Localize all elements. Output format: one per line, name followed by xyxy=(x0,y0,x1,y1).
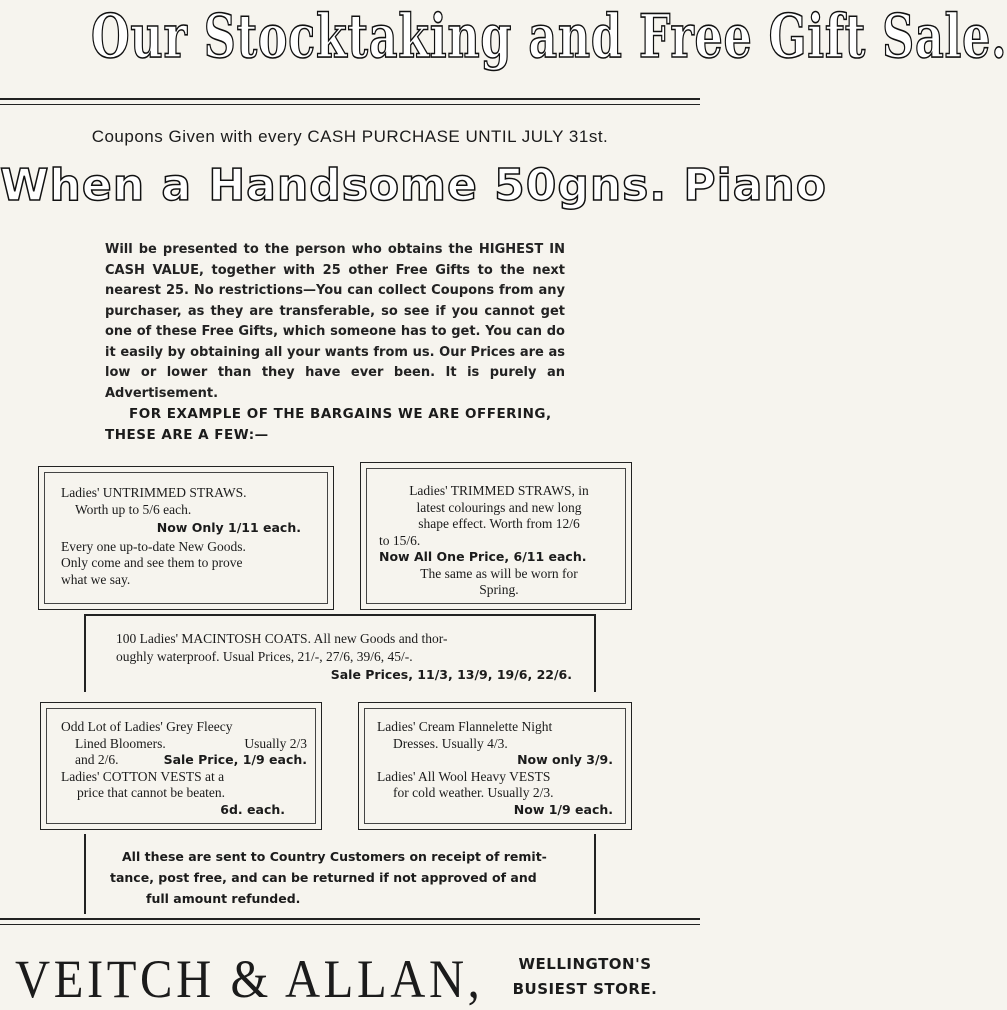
bloomers-line2a: Lined Bloomers. xyxy=(75,735,166,751)
bloomers-line1: Odd Lot of Ladies' Grey Fleecy xyxy=(61,719,233,734)
country-notice xyxy=(110,846,580,909)
trimmed-line2: latest colourings and new long xyxy=(416,499,582,515)
bloomers-price: Sale Price, 1/9 each. xyxy=(163,752,307,767)
notice-line3: full amount refunded. xyxy=(146,891,301,906)
notice-line1: All these are sent to Country Customers on receipt of remit- xyxy=(122,849,547,864)
bloomers-line3 xyxy=(61,752,307,769)
macintosh-left-rule xyxy=(84,616,86,692)
coupons-line: Coupons Given with every CASH PURCHASE UNTIL JULY 31st. xyxy=(91,127,609,146)
trimmed-line3: shape effect. Worth from 12/6 xyxy=(418,516,580,531)
box-macintosh xyxy=(116,630,586,684)
example-line-1: FOR EXAMPLE OF THE BARGAINS WE ARE OFFERING, xyxy=(129,406,552,422)
bottom-rule xyxy=(0,918,700,920)
macintosh-top-rule xyxy=(84,614,596,616)
trimmed-title: Ladies' TRIMMED STRAWS, in xyxy=(409,483,589,498)
bloomers-line5: price that cannot be beaten. xyxy=(77,785,226,800)
untrimmed-title: Ladies' UNTRIMMED STRAWS. xyxy=(61,485,247,500)
flannelette-line3: Ladies' All Wool Heavy VESTS xyxy=(377,768,551,784)
flannelette-price: Now only 3/9. xyxy=(517,752,613,767)
bloomers-price2: 6d. each. xyxy=(220,801,285,817)
footer-tag-line1: WELLINGTON'S xyxy=(518,955,652,973)
flannelette-line2: Dresses. Usually 4/3. xyxy=(393,735,508,751)
untrimmed-line5: what we say. xyxy=(61,571,131,587)
intro-paragraph: Will be presented to the person who obtains the HIGHEST IN CASH VALUE, together with 25 other Free Gifts to the next nearest 25. No restrictions—You can collect Coupons from any purchaser, as they are transferable, so see if you cannot get one of these Free Gifts, which someone has to get. You can do it easily by obtaining all your wants from us. Our Prices are as low or lower than they have ever been. It is purely an Advertisement. xyxy=(105,242,565,401)
macintosh-line2: oughly waterproof. Usual Prices, 21/-, 27/6, 39/6, 45/-. xyxy=(116,649,413,664)
footer-tag-line2: BUSIEST STORE. xyxy=(512,980,658,998)
untrimmed-price: Now Only 1/11 each. xyxy=(156,520,301,535)
box-untrimmed-straws xyxy=(38,466,334,610)
example-line-2: THESE ARE A FEW:— xyxy=(105,427,269,443)
trimmed-line6: Spring. xyxy=(479,582,519,597)
headline: Our Stocktaking and Free Gift Sale. xyxy=(91,2,1007,72)
bloomers-line2 xyxy=(61,736,307,753)
top-rule-thin xyxy=(0,104,700,105)
bottom-rule-thin xyxy=(0,924,700,925)
firm-name: VEITCH & ALLAN, xyxy=(15,949,484,1009)
bloomers-line4: Ladies' COTTON VESTS at a xyxy=(61,768,225,784)
top-rule xyxy=(0,98,700,100)
untrimmed-worth: Worth up to 5/6 each. xyxy=(75,501,192,517)
untrimmed-line4: Only come and see them to prove xyxy=(61,555,243,570)
macintosh-line1: 100 Ladies' MACINTOSH COATS. All new Goods and thor- xyxy=(116,631,448,646)
box-flannelette xyxy=(358,702,632,830)
bloomers-line2b: Usually 2/3 xyxy=(244,735,307,751)
box-bloomers xyxy=(40,702,322,830)
piano-heading: When a Handsome 50gns. Piano xyxy=(0,160,827,211)
box-trimmed-straws xyxy=(360,462,632,610)
flannelette-price2: Now 1/9 each. xyxy=(513,801,613,817)
notice-left-rule xyxy=(84,834,86,914)
flannelette-line4: for cold weather. Usually 2/3. xyxy=(393,785,554,800)
trimmed-line5: The same as will be worn for xyxy=(420,565,578,581)
macintosh-price: Sale Prices, 11/3, 13/9, 19/6, 22/6. xyxy=(330,667,572,682)
notice-line2: tance, post free, and can be returned if not approved of and xyxy=(110,870,537,885)
untrimmed-line3: Every one up-to-date New Goods. xyxy=(61,538,246,554)
trimmed-price: Now All One Price, 6/11 each. xyxy=(379,549,587,564)
notice-right-rule xyxy=(594,834,596,914)
bloomers-line3a: and 2/6. xyxy=(75,752,119,767)
example-heading xyxy=(105,404,575,446)
macintosh-right-rule xyxy=(594,616,596,692)
trimmed-line4: to 15/6. xyxy=(379,532,421,548)
flannelette-line1: Ladies' Cream Flannelette Night xyxy=(377,719,553,734)
